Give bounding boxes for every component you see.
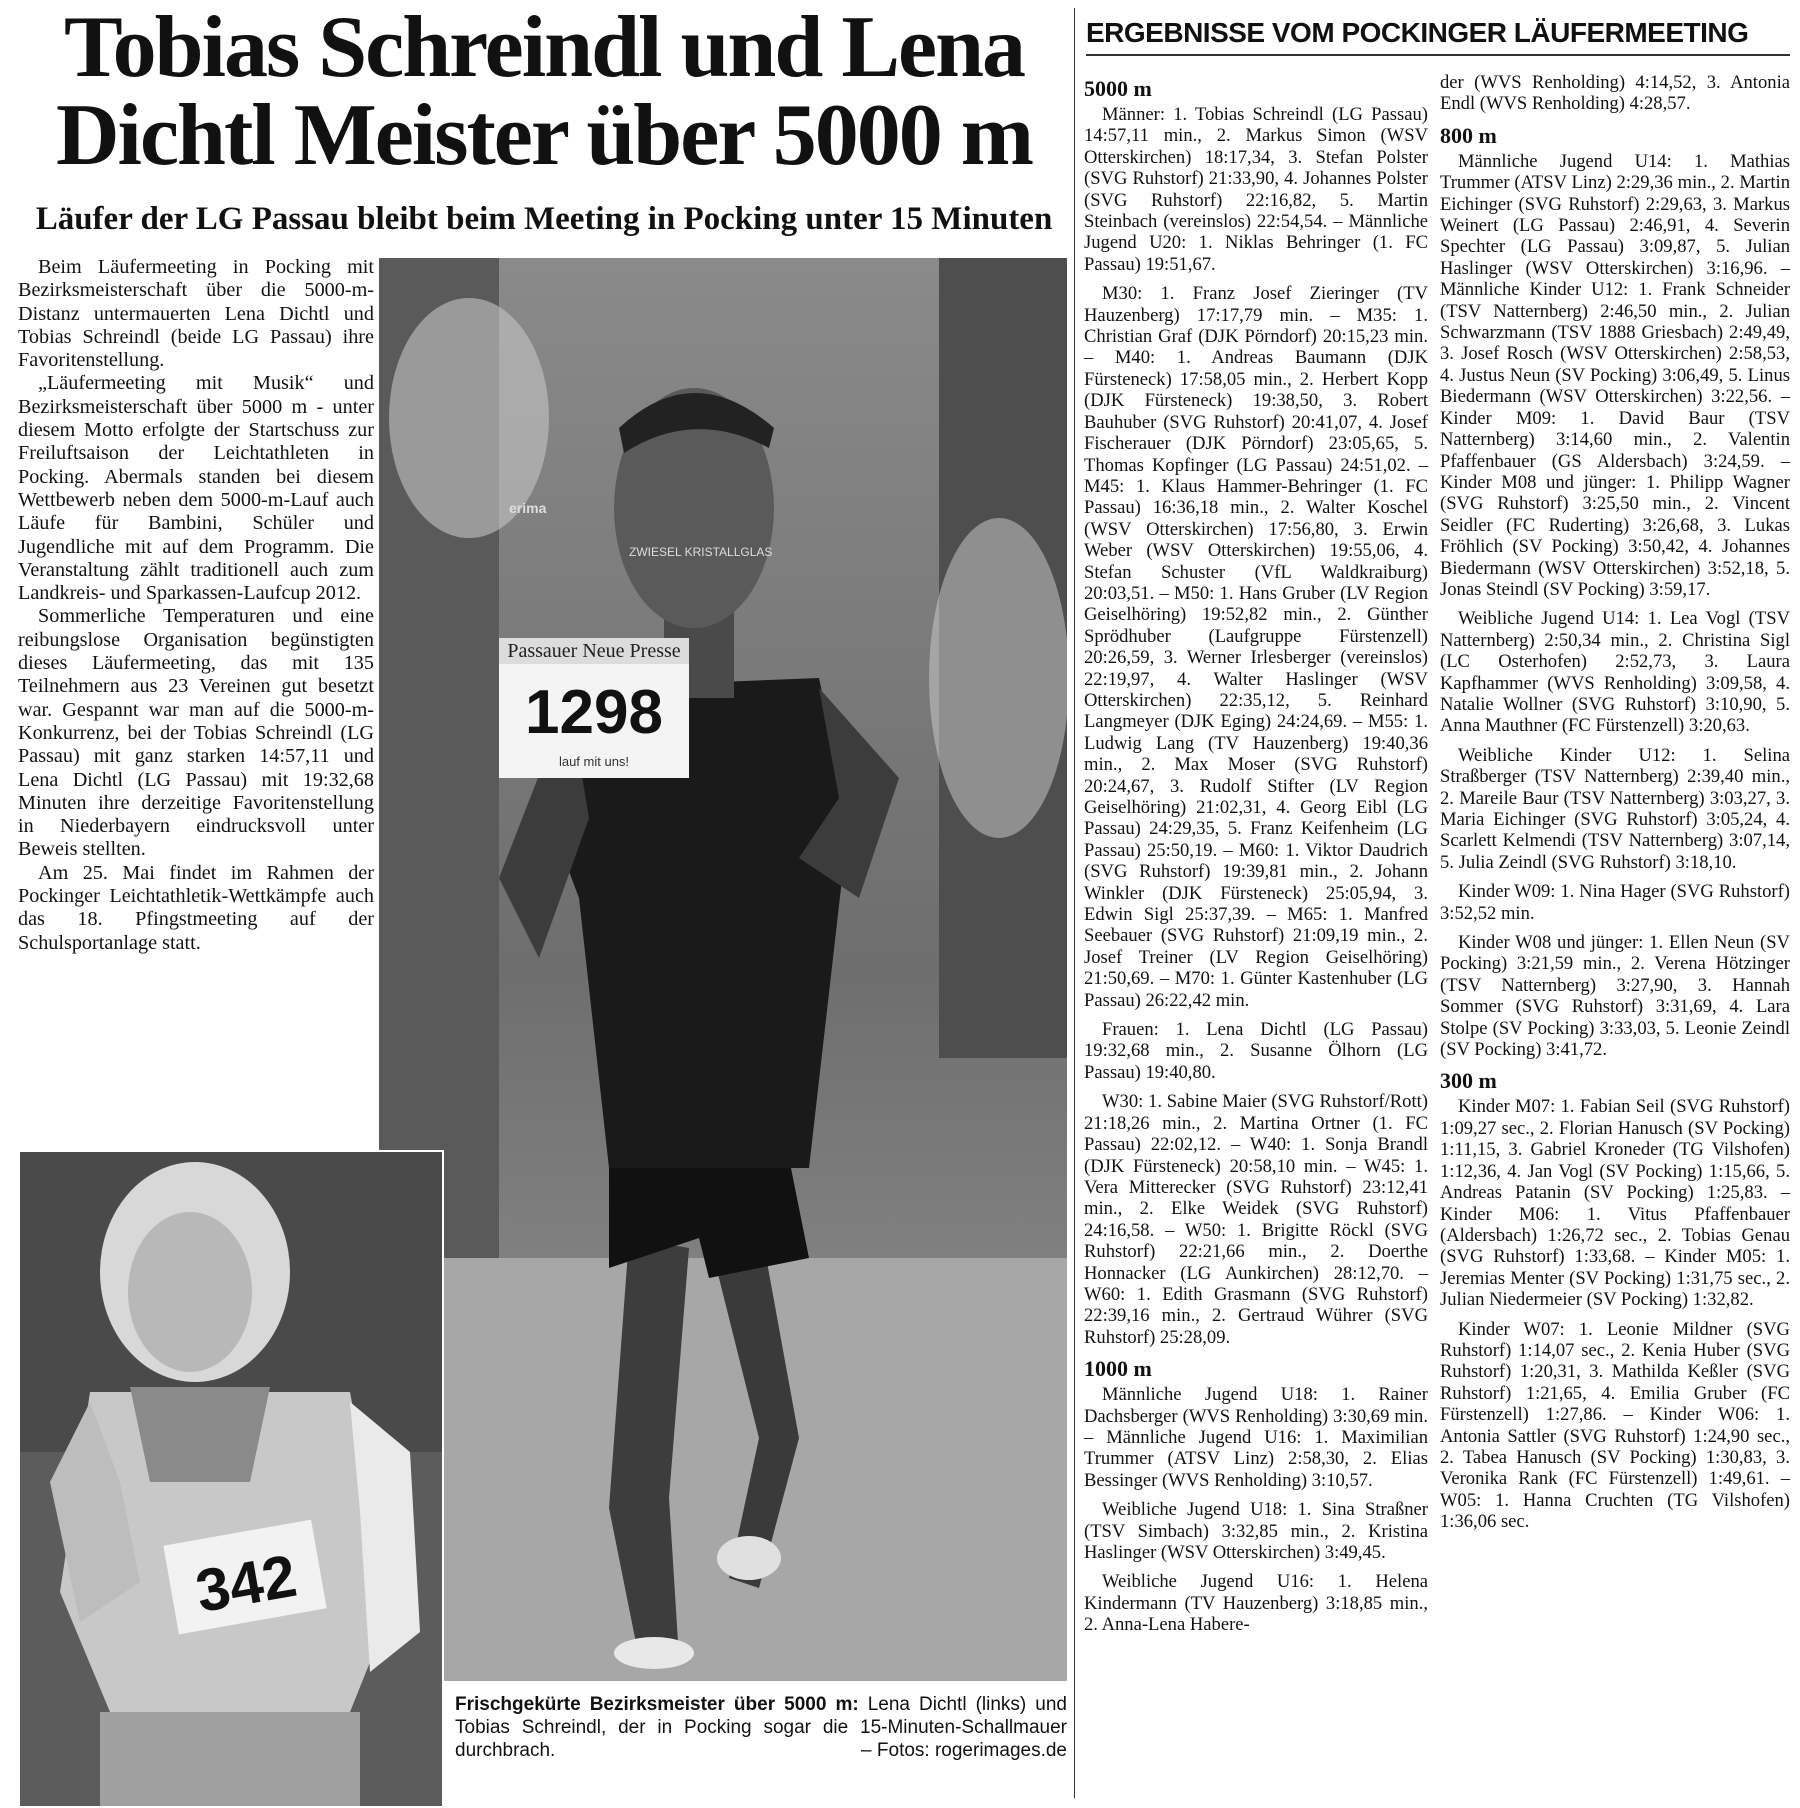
caption-lead: Frischgekürte Bezirksmeister über 5000 m:: [455, 1694, 859, 1715]
caption-text: Lena Dichtl (links) und Tobias Schreindl, der in Pocking sogar die 15-Minuten-Schallmauer durchbrach.: [455, 1694, 1067, 1761]
results-paragraph: Männliche Jugend U14: 1. Mathias Trummer (ATSV Linz) 2:29,36 min., 2. Martin Eichinger (SVG Ruhstorf) 2:29,63, 3. Markus Weinert (LG Passau) 2:46,91, 4. Severin Spechter (LG Passau) 3:09,87, 5. Julian Haslinger (WSV Otterskirchen) 3:16,96. – Männliche Kinder U12: 1. Frank Schneider (TSV Natternberg) 2:46,50 min., 2. Julian Schwarzmann (TSV 1888 Griesbach) 2:49,49, 3. Josef Rosch (WSV Otterskirchen) 2:58,53, 4. Justus Neun (SV Pocking) 3:06,49, 5. Linus Biedermann (WSV Otterskirchen) 3:22,56. – Kinder M09: 1. David Baur (TSV Natternberg) 3:14,60 min., 2. Valentin Pfaffenbauer (GS Aldersbach) 3:24,59. – Kinder M08 und jünger: 1. Philipp Wagner (SVG Ruhstorf) 3:25,50 min., 2. Vincent Seidler (FC Ruderting) 3:26,68, 3. Lukas Fröhlich (SV Pocking) 3:50,42, 4. Johannes Biedermann (WSV Otterskirchen) 3:52,18, 5. Jonas Steindl (SV Pocking) 3:59,17.: [1440, 150, 1790, 600]
main-bib-number: 1298: [525, 678, 663, 747]
results-section-heading: 800 m: [1440, 122, 1497, 148]
results-column-1: [1084, 70, 1428, 1644]
results-paragraph: Weibliche Kinder U12: 1. Selina Straßberger (TSV Natternberg) 2:39,40 min., 2. Mareile Baur (TSV Natternberg) 3:03,27, 3. Maria Eichinger (SVG Ruhstorf) 3:05,24, 4. Scarlett Kelmendi (TSV Natternberg) 3:07,14, 5. Julia Zeindl (SVG Ruhstorf) 3:18,10.: [1440, 744, 1790, 873]
main-shirt-sponsor: ZWIESEL KRISTALLGLAS: [629, 545, 773, 559]
main-photo-runner: [379, 258, 1067, 1681]
results-paragraph: M30: 1. Franz Josef Zieringer (TV Hauzenberg) 17:17,79 min. – M35: 1. Christian Graf (DJK Pörndorf) 20:15,23 min. – M40: 1. Andreas Baumann (DJK Fürsteneck) 17:58,05 min., 2. Herbert Kopp (DJK Fürsteneck) 19:38,50, 3. Robert Bauhuber (SVG Ruhstorf) 20:41,07, 4. Josef Fischerauer (DJK Pörndorf) 23:05,65, 5. Thomas Kopfinger (LG Passau) 24:51,02. – M45: 1. Klaus Hammer-Behringer (1. FC Passau) 16:36,18 min., 2. Walter Koschel (WSV Otterskirchen) 17:56,80, 3. Erwin Weber (WSV Otterskirchen) 19:55,06, 4. Stefan Schuster (VfL Waldkraiburg) 20:03,51. – M50: 1. Hans Gruber (LV Region Geiselhöring) 19:52,82 min., 2. Günther Sprödhuber (Laufgruppe Fürstenzell) 20:26,59, 3. Werner Irlesberger (vereinslos) 22:19,97, 4. Walter Haslinger (WSV Otterskirchen) 22:35,12, 5. Reinhard Langmeyer (DJK Eging) 24:24,69. – M55: 1. Ludwig Lang (TV Hauzenberg) 19:40,36 min., 2. Max Moser (SVG Ruhstorf) 20:24,67, 3. Rudolf Stifter (LV Region Geiselhöring) 21:02,31, 4. Georg Eibl (LG Passau) 24:29,35, 5. Franz Keifenheim (LG Passau) 25:50,19. – M60: 1. Viktor Daudrich (SVG Ruhstorf) 19:39,81 min., 2. Johann Winkler (DJK Fürsteneck) 25:05,94, 3. Edwin Sigl 25:37,39. – M65: 1. Manfred Seebauer (SVG Ruhstorf) 21:09,19 min., 2. Josef Treiner (LV Region Geiselhöring) 21:50,69. – M70: 1. Günter Kastenhuber (LG Passau) 26:22,42 min.: [1084, 283, 1428, 1011]
results-section-heading: 5000 m: [1084, 76, 1152, 101]
article-paragraph: „Läufermeeting mit Musik“ und Bezirksmeisterschaft über 5000 m - unter diesem Motto erfolgte der Startschuss zur Freiluftsaison der Leichtathleten in Pocking. Abermals standen bei diesem Wettbewerb neben dem 5000-m-Lauf auch Läufe für Bambini, Schüler und Jugendliche mit auf dem Programm. Die Veranstaltung zählt traditionell auch zum Landkreis- und Sparkassen-Laufcup 2012.: [18, 372, 374, 605]
results-paragraph: Kinder W09: 1. Nina Hager (SVG Ruhstorf) 3:52,52 min.: [1440, 881, 1790, 924]
results-title: ERGEBNISSE VOM POCKINGER LÄUFERMEETING: [1086, 17, 1749, 48]
results-paragraph: Kinder W07: 1. Leonie Mildner (SVG Ruhstorf) 1:14,07 sec., 2. Kenia Huber (SVG Ruhstorf) 1:20,31, 3. Mathilda Keßler (SVG Ruhstorf) 1:21,65, 4. Emilia Gruber (FC Fürstenzell) 1:27,86. – Kinder W06: 1. Antonia Sattler (SVG Ruhstorf) 1:24,90 sec., 2. Tabea Hanusch (SV Pocking) 1:30,83, 3. Veronika Rank (FC Fürstenzell) 1:49,61. – W05: 1. Hanna Cruchten (TG Vilshofen) 1:36,06 sec.: [1440, 1318, 1790, 1533]
results-section-heading: 300 m: [1440, 1068, 1497, 1094]
photo-credit: – Fotos: rogerimages.de: [861, 1740, 1067, 1761]
small-photo-runner: [18, 1150, 444, 1808]
results-paragraph: Frauen: 1. Lena Dichtl (LG Passau) 19:32,68 min., 2. Susanne Ölhorn (LG Passau) 19:40,80.: [1084, 1019, 1428, 1083]
main-bib-slogan: lauf mit uns!: [558, 754, 630, 769]
article-paragraph: Sommerliche Temperaturen und eine reibungslose Organisation begünstigten dieses Läufermeeting, das mit 135 Teilnehmern aus 23 Vereinen gut besetzt war. Gespannt war man auf die 5000-m-Konkurrenz, bei der Tobias Schreindl (LG Passau) mit ganz starken 14:57,11 und Lena Dichtl (LG Passau) mit 19:32,68 Minuten ihre derzeitige Favoritenstellung in Niederbayern eindrucksvoll unter Beweis stellten.: [18, 605, 374, 861]
photo-caption: [455, 1693, 1067, 1762]
results-paragraph: W30: 1. Sabine Maier (SVG Ruhstorf/Rott) 21:18,26 min., 2. Martina Ortner (1. FC Passau) 22:02,12. – W40: 1. Sonja Brandl (DJK Fürsteneck) 20:58,10 min. – W45: 1. Vera Mitterecker (SVG Ruhstorf) 23:12,41 min., 2. Elke Weidek (SVG Ruhstorf) 24:16,58. – W50: 1. Brigitte Röckl (SVG Ruhstorf) 22:21,66 min., 2. Doerthe Honnacker (LG Aunkirchen) 28:12,70. – W60: 1. Edith Grasmann (SVG Ruhstorf) 22:39,16 min., 2. Gertraud Wührer (SVG Ruhstorf) 25:28,09.: [1084, 1091, 1428, 1348]
runner-illustration: [379, 258, 1067, 1681]
headline: Tobias Schreindl und Lena Dichtl Meister über 5000 m: [55, 0, 1033, 184]
small-bib-number: 342: [191, 1541, 302, 1626]
results-column-2: [1440, 72, 1790, 1541]
subline: Läufer der LG Passau bleibt beim Meeting in Pocking unter 15 Minuten: [35, 201, 1053, 237]
results-paragraph: Kinder M07: 1. Fabian Seil (SVG Ruhstorf) 1:09,27 sec., 2. Florian Hanusch (SV Pocking) 1:11,15, 3. Gabriel Kroneder (TG Vilshofen) 1:12,36, 4. Jan Vogl (SV Pocking) 1:15,66, 5. Andreas Patanin (SV Pocking) 1:25,83. – Kinder M06: 1. Vitus Pfaffenbauer (Aldersbach) 1:26,72 sec., 2. Tobias Genau (SVG Ruhstorf) 1:33,68. – Kinder M05: 1. Jeremias Menter (SV Pocking) 1:31,75 sec., 2. Julian Niedermeier (SV Pocking) 1:32,82.: [1440, 1096, 1790, 1311]
results-paragraph: Weibliche Jugend U14: 1. Lea Vogl (TSV Natternberg) 2:50,34 min., 2. Christina Sigl (LC Osterhofen) 2:52,73, 3. Laura Kapfhammer (WVS Renholding) 3:09,58, 4. Natalie Wollner (SVG Ruhstorf) 3:10,90, 5. Anna Mauthner (FC Fürstenzell) 3:20,63.: [1440, 608, 1790, 737]
column-divider: [1074, 8, 1075, 1798]
results-paragraph: Männliche Jugend U18: 1. Rainer Dachsberger (WVS Renholding) 3:30,69 min. – Männliche Jugend U16: 1. Maximilian Trummer (ATSV Linz) 2:58,30, 2. Elias Bessinger (WVS Renholding) 3:10,57.: [1084, 1384, 1428, 1491]
results-paragraph: Kinder W08 und jünger: 1. Ellen Neun (SV Pocking) 3:21,59 min., 2. Verena Hötzinger (TSV Natternberg) 3:27,90, 3. Hannah Sommer (SVG Ruhstorf) 3:31,69, 4. Lara Stolpe (SV Pocking) 3:33,03, 5. Leonie Zeindl (SV Pocking) 3:41,72.: [1440, 932, 1790, 1061]
main-bib-banner: Passauer Neue Presse: [507, 640, 681, 662]
article-paragraph: Am 25. Mai findet im Rahmen der Pockinger Leichtathletik-Wettkämpfe auch das 18. Pfingstmeeting auf der Schulsportanlage statt.: [18, 861, 374, 954]
results-paragraph: Weibliche Jugend U16: 1. Helena Kindermann (TV Hauzenberg) 3:18,85 min., 2. Anna-Lena Habere-: [1084, 1571, 1428, 1636]
female-runner-illustration: [20, 1152, 442, 1806]
results-title-rule: [1086, 54, 1790, 56]
article-body: [18, 256, 374, 955]
results-paragraph: Weibliche Jugend U18: 1. Sina Straßner (TSV Simbach) 3:32,85 min., 2. Kristina Haslinger (WSV Otterskirchen) 3:49,45.: [1084, 1499, 1428, 1563]
article-paragraph: Beim Läufermeeting in Pocking mit Bezirksmeisterschaft über die 5000-m-Distanz untermauerten Lena Dichtl und Tobias Schreindl (beide LG Passau) ihre Favoritenstellung.: [18, 256, 374, 372]
main-shirt-brand: erima: [509, 500, 547, 516]
results-paragraph: der (WVS Renholding) 4:14,52, 3. Antonia Endl (WVS Renholding) 4:28,57.: [1440, 72, 1790, 115]
results-paragraph: Männer: 1. Tobias Schreindl (LG Passau) 14:57,11 min., 2. Markus Simon (WSV Otterskirchen) 18:17,34, 3. Stefan Polster (SVG Ruhstorf) 21:33,90, 4. Johannes Polster (SVG Ruhstorf) 22:16,82, 5. Martin Steinbach (vereinslos) 22:54,54. – Männliche Jugend U20: 1. Niklas Behringer (1. FC Passau) 19:51,67.: [1084, 104, 1428, 275]
results-section-heading: 1000 m: [1084, 1356, 1152, 1382]
